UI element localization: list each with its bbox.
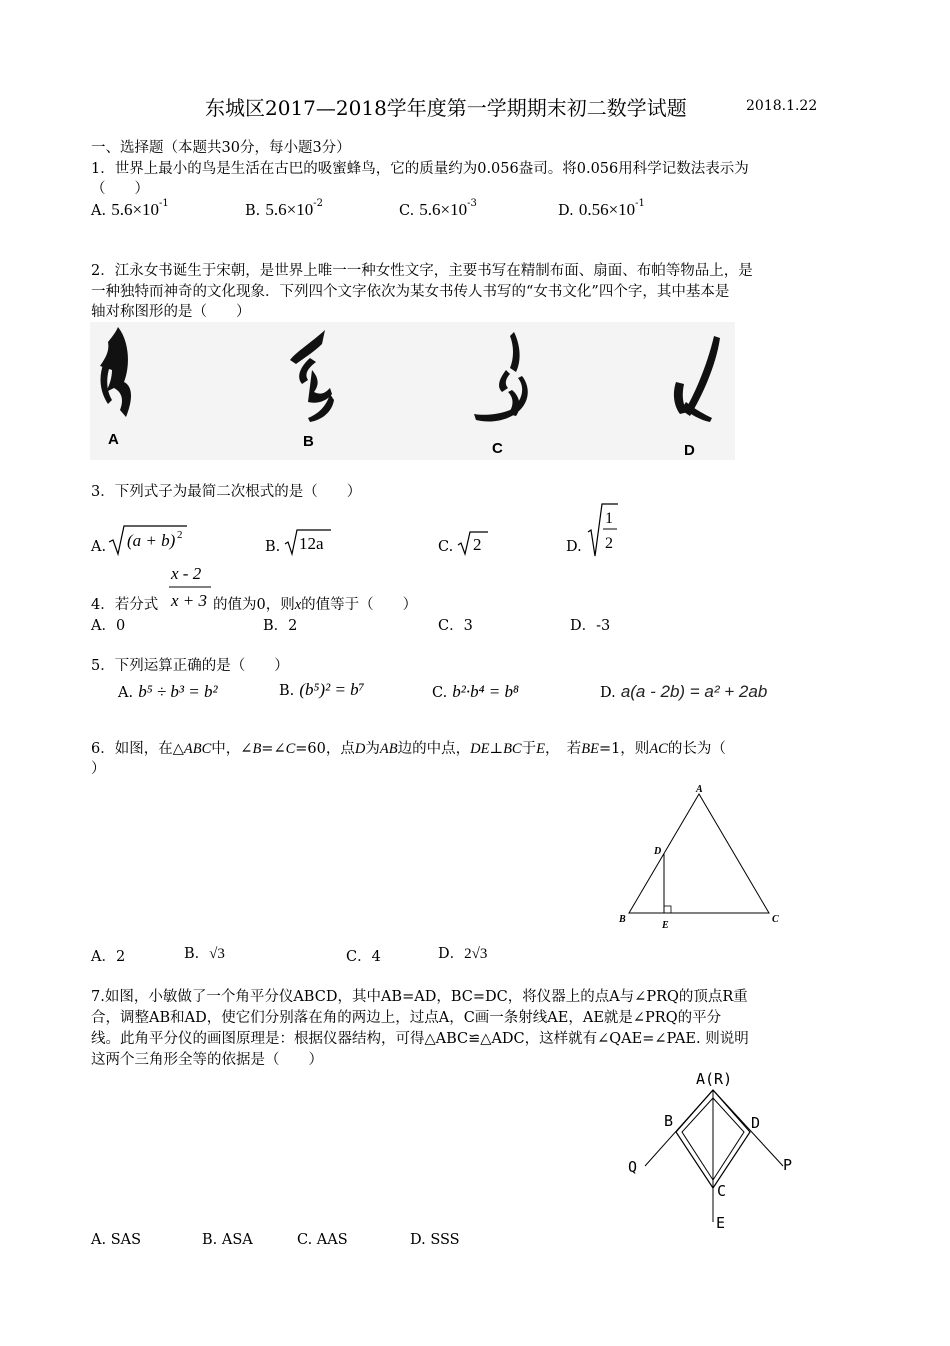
q3-d-denominator: 2 <box>605 535 613 552</box>
triangle-abc <box>629 794 769 913</box>
q6-option-a: A．2 <box>91 949 126 965</box>
label-d: D <box>654 846 662 857</box>
figure-background <box>90 322 735 460</box>
label-e: E <box>662 920 669 931</box>
q6-option-d: D．2√3 <box>438 946 488 962</box>
q6-triangle-figure <box>612 780 792 935</box>
q7-option-d: D. SSS <box>410 1232 460 1248</box>
label-b: B <box>664 1112 674 1130</box>
q3-option-d: D. <box>566 539 582 555</box>
q7-stem-line2: 合，调整AB和AD，使它们分别落在角的两边上，过点A，C画一条射线AE，AE就是∠PRQ的平分 <box>91 1010 722 1026</box>
label-d: D <box>751 1114 761 1132</box>
q2-stem-line2: 一种独特而神奇的文化现象．下列四个文字依次为某女书传人书写的“女书文化”四个字，其中基本是 <box>91 284 730 300</box>
q5-option-c: C. b²·b⁴ = b⁸ <box>432 682 519 701</box>
q1-option-d: D. $0.56\times 10^{-1}$ <box>558 198 645 219</box>
q3-option-b: B. <box>265 539 281 555</box>
exam-date: 2018.1.22 <box>746 98 818 114</box>
q5-stem: 5．下列运算正确的是（ ） <box>91 658 289 674</box>
nushu-label-a: A <box>108 431 119 448</box>
q4-option-d: D．-3 <box>570 618 611 634</box>
q4-option-c: C．3 <box>438 618 473 634</box>
q3-option-c: C. <box>438 539 454 555</box>
q3-option-b-radical <box>283 528 333 558</box>
label-p: P <box>783 1156 793 1174</box>
q1-option-c: C. $5.6\times 10^{-3}$ <box>399 198 477 219</box>
q7-stem-line1: 7.如图，小敏做了一个角平分仪ABCD，其中AB=AD，BC=DC，将仪器上的点A与∠PRQ的顶点R重 <box>91 989 748 1005</box>
q2-stem-line1: 2．江永女书诞生于宋朝，是世界上唯一一种女性文字，主要书写在精制布面、扇面、布帕等物品上，是 <box>91 263 753 279</box>
q6-stem-line1: 6．如图，在△ABC中，∠B=∠C=60，点D为AB边的中点，DE⊥BC于E， 若BE=1，则AC的长为（ <box>91 741 726 757</box>
q6-stem-line2: ） <box>91 761 106 777</box>
q3-b-expr: 12a <box>299 534 324 553</box>
q3-option-d-radical <box>586 502 620 558</box>
nushu-characters-figure <box>90 322 735 460</box>
label-a: A <box>696 784 703 795</box>
q7-angle-bisector-figure <box>620 1062 820 1234</box>
q3-option-a: A. <box>91 539 107 555</box>
q4-suffix: 的值为0，则x的值等于（ ） <box>213 597 418 613</box>
q4-prefix: 4．若分式 <box>91 597 159 613</box>
q1-stem-line1: 1．世界上最小的鸟是生活在古巴的吸蜜蜂鸟，它的质量约为0.056盎司。将0.056用科学记数法表示为 <box>91 161 749 177</box>
page-title: 东城区2017—2018学年度第一学期期末初二数学试题 <box>205 96 687 120</box>
label-c: C <box>717 1182 727 1200</box>
q6-option-b: B．√3 <box>184 946 225 962</box>
q5-option-b: B. (b⁵)² = b⁷ <box>279 680 365 699</box>
q7-option-a: A. SAS <box>91 1232 142 1248</box>
label-b: B <box>619 914 626 925</box>
q2-stem-line3: 轴对称图形的是（ ） <box>91 304 251 320</box>
q1-option-a: A. $5.6\times 10^{-1}$ <box>91 198 169 219</box>
q7-stem-line3: 线。此角平分仪的画图原理是：根据仪器结构，可得△ABC≌△ADC，这样就有∠QAE=∠PAE. 则说明 <box>91 1031 749 1047</box>
q7-option-b: B. ASA <box>202 1232 253 1248</box>
q4-option-b: B．2 <box>263 618 298 634</box>
q3-d-numerator: 1 <box>605 510 613 527</box>
q5-option-d: D. a(a - 2b) = a² + 2ab <box>600 682 768 701</box>
q7-option-c: C. AAS <box>297 1232 348 1248</box>
q7-stem-line4: 这两个三角形全等的依据是（ ） <box>91 1052 323 1068</box>
q4-denominator: x + 3 <box>171 591 208 610</box>
label-c: C <box>772 914 779 925</box>
nushu-label-b: B <box>303 433 314 450</box>
q3-c-expr: 2 <box>473 535 482 554</box>
q3-a-expr: (a + b) <box>127 531 176 550</box>
label-a-r: A(R) <box>696 1070 733 1088</box>
q4-numerator: x - 2 <box>171 564 202 583</box>
label-e: E <box>716 1214 726 1232</box>
q4-fraction <box>167 562 213 614</box>
q5-option-a: A. b⁵ ÷ b³ = b² <box>118 682 218 701</box>
q6-option-c: C．4 <box>346 949 381 965</box>
q3-option-c-radical <box>456 530 490 558</box>
q3-a-exp: 2 <box>177 529 183 541</box>
right-angle-mark <box>664 906 671 913</box>
q1-option-b: B. $5.6\times 10^{-2}$ <box>245 198 323 219</box>
q3-stem: 3．下列式子为最简二次根式的是（ ） <box>91 484 362 500</box>
q1-stem-line2: （ ） <box>91 181 149 197</box>
label-q: Q <box>628 1158 638 1176</box>
nushu-label-d: D <box>684 442 695 459</box>
nushu-label-c: C <box>492 440 503 457</box>
sqrt-sign <box>588 504 618 556</box>
q4-option-a: A．0 <box>91 618 126 634</box>
section-heading: 一、选择题（本题共30分，每小题3分） <box>91 140 351 156</box>
q3-option-a-radical <box>107 524 187 558</box>
